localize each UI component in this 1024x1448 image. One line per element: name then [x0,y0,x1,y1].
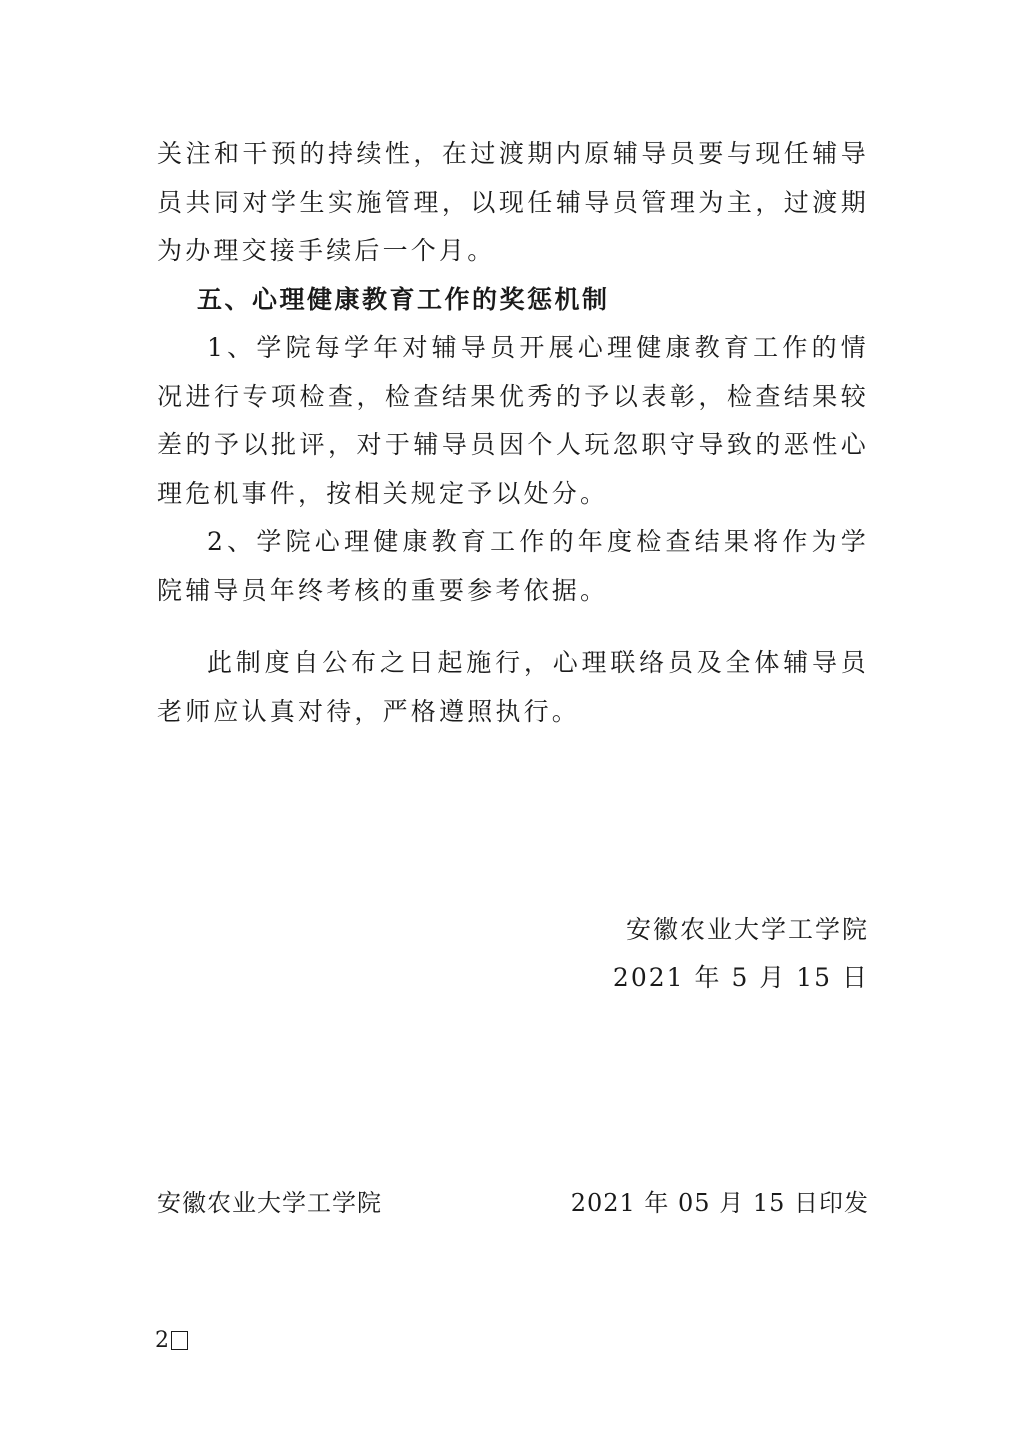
placeholder-box-icon [171,1331,188,1350]
paragraph-continuation: 关注和干预的持续性，在过渡期内原辅导员要与现任辅导员共同对学生实施管理，以现任辅导员管理为主，过渡期为办理交接手续后一个月。 [157,139,869,265]
paragraph-item-2: 2、学院心理健康教育工作的年度检查结果将作为学院辅导员年终考核的重要参考依据。 [157,527,869,605]
section-heading: 五、心理健康教育工作的奖惩机制 [197,284,610,314]
footer-organization: 安徽农业大学工学院 [157,1189,382,1217]
page-number-value: 2 [155,1328,169,1353]
footer-issue-date: 2021 年 05 月 15 日印发 [570,1189,869,1217]
paragraph-item-1: 1、学院每学年对辅导员开展心理健康教育工作的情况进行专项检查，检查结果优秀的予以表彰，检查结果较差的予以批评，对于辅导员因个人玩忽职守导致的恶性心理危机事件，按相关规定予以处分。 [157,333,869,508]
signature-date: 2021 年 5 月 15 日 [612,963,869,992]
page-number [155,1328,188,1353]
issue-footer [157,1183,869,1218]
paragraph-closing: 此制度自公布之日起施行，心理联络员及全体辅导员老师应认真对待，严格遵照执行。 [157,648,869,726]
document-body [157,130,869,736]
signature-organization: 安徽农业大学工学院 [625,915,869,944]
